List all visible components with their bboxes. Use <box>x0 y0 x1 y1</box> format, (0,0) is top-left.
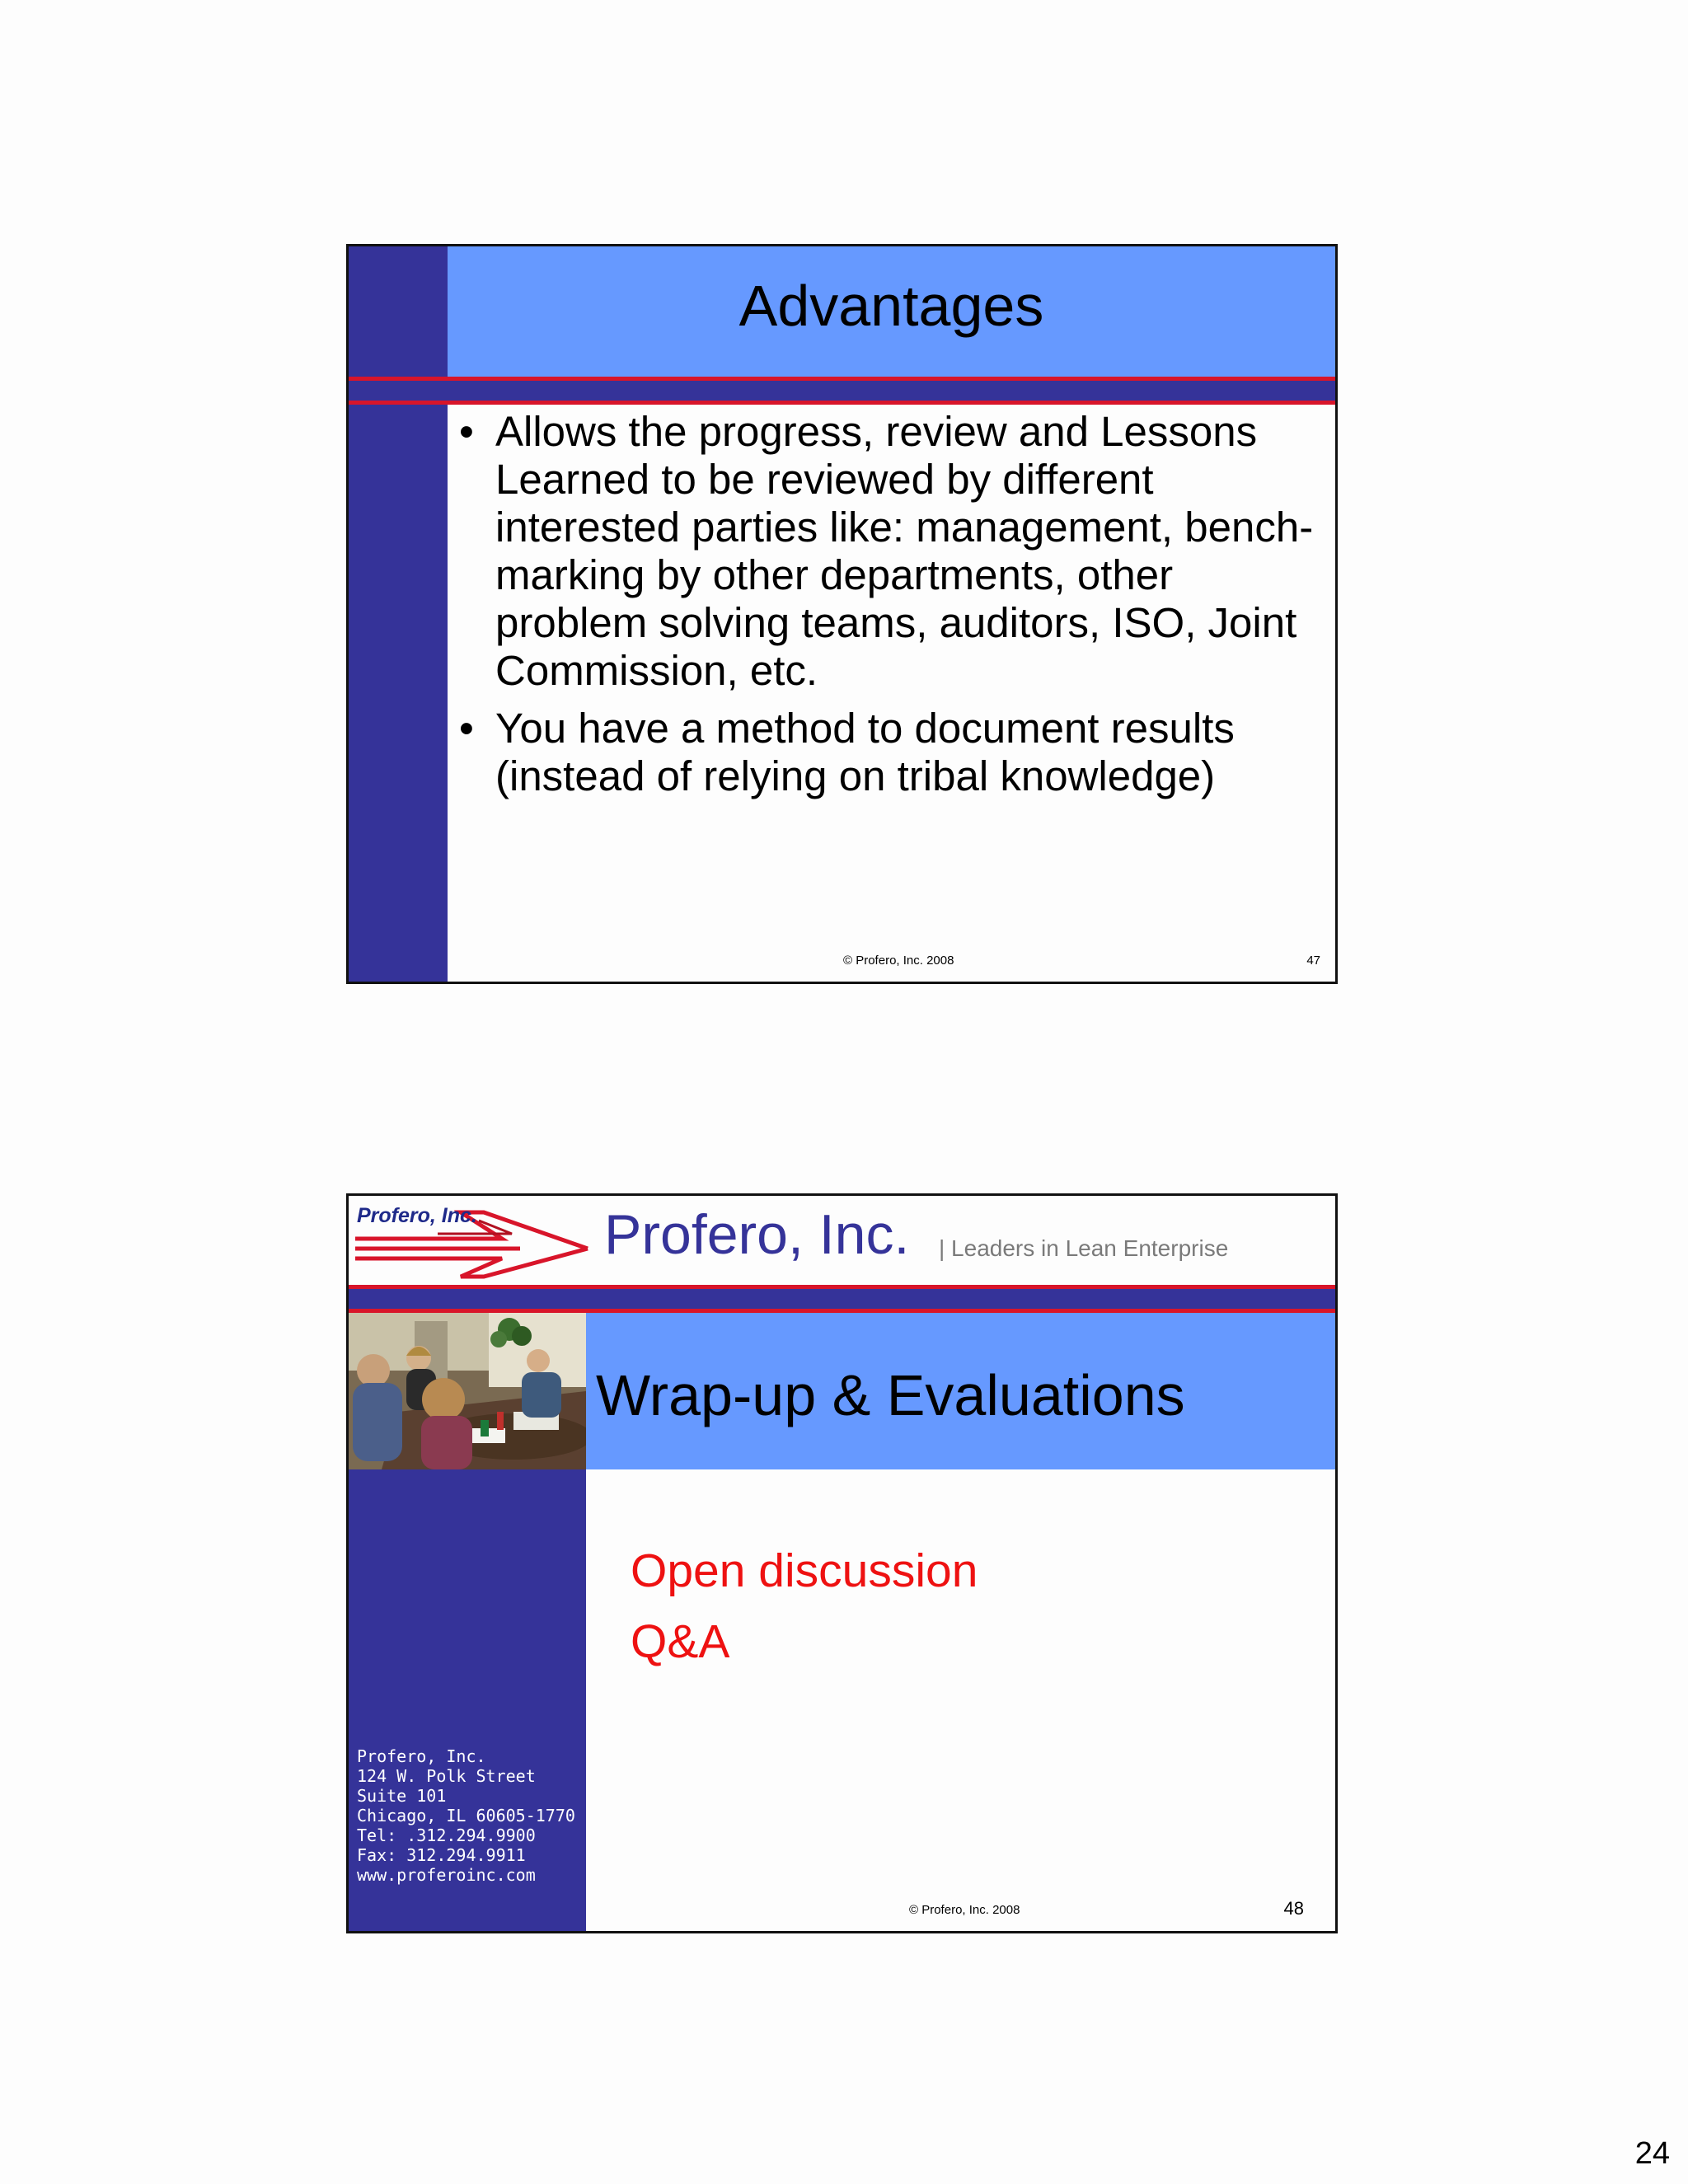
slide-advantages <box>346 244 1338 984</box>
divider-red-line <box>349 377 1335 381</box>
slide-wrap-up <box>346 1193 1338 1933</box>
address-line: Profero, Inc. <box>357 1746 486 1766</box>
address-line: Fax: 312.294.9911 <box>357 1845 526 1865</box>
slide-title: Advantages <box>738 274 1044 338</box>
agenda-item: Open discussion <box>631 1544 978 1597</box>
address-line: Chicago, IL 60605-1770 <box>357 1806 575 1825</box>
header-divider-band <box>349 377 1335 405</box>
divider-red-line <box>349 1285 1335 1289</box>
company-tagline: | Leaders in Lean Enterprise <box>939 1235 1229 1261</box>
meeting-photo <box>349 1313 586 1469</box>
bullet-marker: • <box>459 705 474 752</box>
page-number: 24 <box>1634 2136 1670 2171</box>
slide-title: Wrap-up & Evaluations <box>596 1363 1185 1427</box>
header-divider-band <box>349 1285 1335 1313</box>
address-line: Suite 101 <box>357 1786 447 1806</box>
address-line: 124 W. Polk Street <box>357 1766 536 1786</box>
bullet-list <box>456 408 1329 810</box>
agenda-item: Q&A <box>631 1615 730 1668</box>
bullet-marker: • <box>459 408 474 455</box>
company-name: Profero, Inc. <box>604 1203 910 1266</box>
copyright-notice: © Profero, Inc. 2008 <box>909 1903 1020 1917</box>
bullet-item <box>456 408 1329 695</box>
slide-sidebar <box>349 246 448 982</box>
address-line: www.proferoinc.com <box>357 1865 536 1885</box>
company-logo <box>355 1201 590 1280</box>
bullet-text: Allows the progress, review and Lessons Learned to be reviewed by different interested parties like: management, bench-marking by other departments, other problem solving teams, auditors, ISO, Joint Commission, etc. <box>495 408 1314 694</box>
bullet-text: You have a method to document results (instead of relying on tribal knowledge) <box>495 705 1235 799</box>
slide-number: 48 <box>1283 1898 1304 1919</box>
divider-red-line <box>349 401 1335 405</box>
agenda-list <box>631 1535 978 1677</box>
address-line: Tel: .312.294.9900 <box>357 1825 536 1845</box>
slide-number: 47 <box>1306 954 1320 968</box>
company-address <box>357 1746 575 1885</box>
bullet-item <box>456 705 1329 800</box>
copyright-notice: © Profero, Inc. 2008 <box>843 954 954 968</box>
logo-wordmark: Profero, Inc. <box>357 1204 477 1227</box>
